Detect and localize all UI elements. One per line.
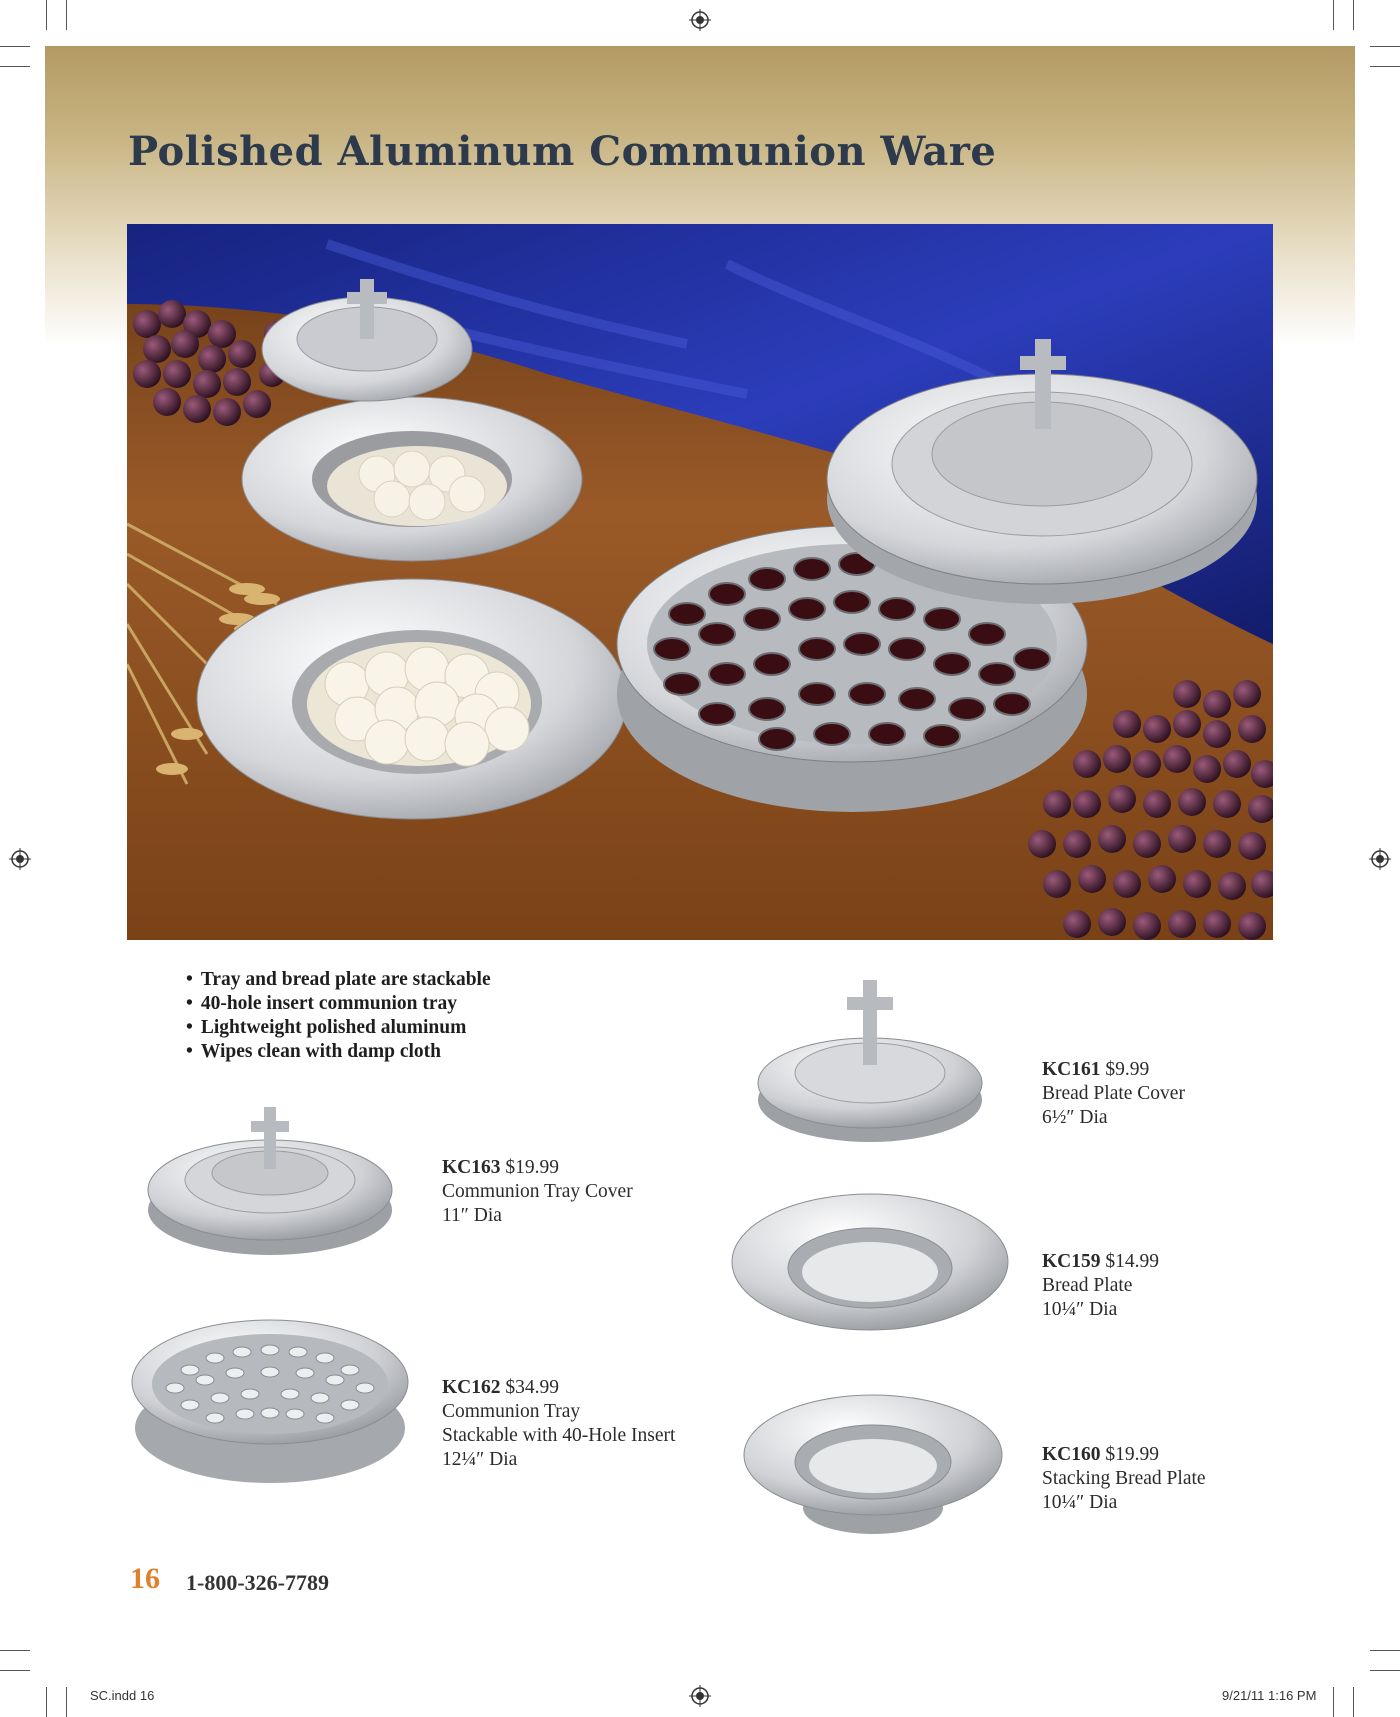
product-name: Stacking Bread Plate [1042,1468,1206,1489]
feature-item: • Wipes clean with damp cloth [186,1040,491,1064]
crop-mark [0,46,30,47]
product-name: Bread Plate [1042,1275,1133,1296]
product-caption-kc161 [1042,1058,1185,1130]
product-sku: KC162 [442,1377,501,1398]
crop-mark [1370,1670,1400,1671]
product-detail: Stackable with 40-Hole Insert [442,1425,676,1446]
crop-mark [0,1670,30,1671]
product-size: 10¼″ Dia [1042,1299,1118,1320]
hero-photo [127,224,1273,940]
product-size: 12¼″ Dia [442,1449,518,1470]
crop-mark [46,1687,47,1717]
crop-mark [66,1687,67,1717]
product-name: Bread Plate Cover [1042,1083,1185,1104]
product-price: $14.99 [1105,1251,1159,1272]
product-price: $34.99 [505,1377,559,1398]
crop-mark [46,0,47,30]
product-caption-kc160 [1042,1443,1206,1515]
product-caption-kc163 [442,1156,633,1228]
product-name: Communion Tray Cover [442,1181,633,1202]
product-price: $19.99 [505,1157,559,1178]
product-caption-kc159 [1042,1250,1159,1322]
slug-date: 9/21/11 1:16 PM [1222,1688,1317,1703]
product-name: Communion Tray [442,1401,581,1422]
crop-mark [0,1650,30,1651]
product-caption-kc162 [442,1376,675,1472]
crop-mark [1333,0,1334,30]
product-image-kc162 [130,1310,410,1490]
product-price: $9.99 [1105,1059,1150,1080]
crop-mark [1353,0,1354,30]
feature-list [186,968,491,1064]
product-size: 11″ Dia [442,1205,502,1226]
crop-mark [1370,1650,1400,1651]
feature-item: • Tray and bread plate are stackable [186,968,491,992]
product-image-kc163 [145,1105,395,1260]
product-sku: KC161 [1042,1059,1101,1080]
product-sku: KC160 [1042,1444,1101,1465]
registration-mark-icon [689,1685,711,1707]
registration-mark-icon [689,9,711,31]
feature-item: • 40-hole insert communion tray [186,992,491,1016]
product-price: $19.99 [1105,1444,1159,1465]
crop-mark [1370,66,1400,67]
registration-mark-icon [1369,848,1391,870]
crop-mark [1370,46,1400,47]
product-sku: KC159 [1042,1251,1101,1272]
feature-item: • Lightweight polished aluminum [186,1016,491,1040]
crop-mark [1353,1687,1354,1717]
product-image-kc160 [742,1390,1004,1540]
product-sku: KC163 [442,1157,501,1178]
product-size: 10¼″ Dia [1042,1492,1118,1513]
page-number: 16 [130,1562,160,1595]
phone-number: 1-800-326-7789 [186,1570,329,1595]
product-image-kc159 [730,1190,1010,1335]
page-title: Polished Aluminum Communion Ware [128,128,997,175]
registration-mark-icon [9,848,31,870]
product-size: 6½″ Dia [1042,1107,1108,1128]
slug-file: SC.indd 16 [90,1688,155,1703]
crop-mark [1333,1687,1334,1717]
crop-mark [0,66,30,67]
product-image-kc161 [750,975,990,1145]
crop-mark [66,0,67,30]
